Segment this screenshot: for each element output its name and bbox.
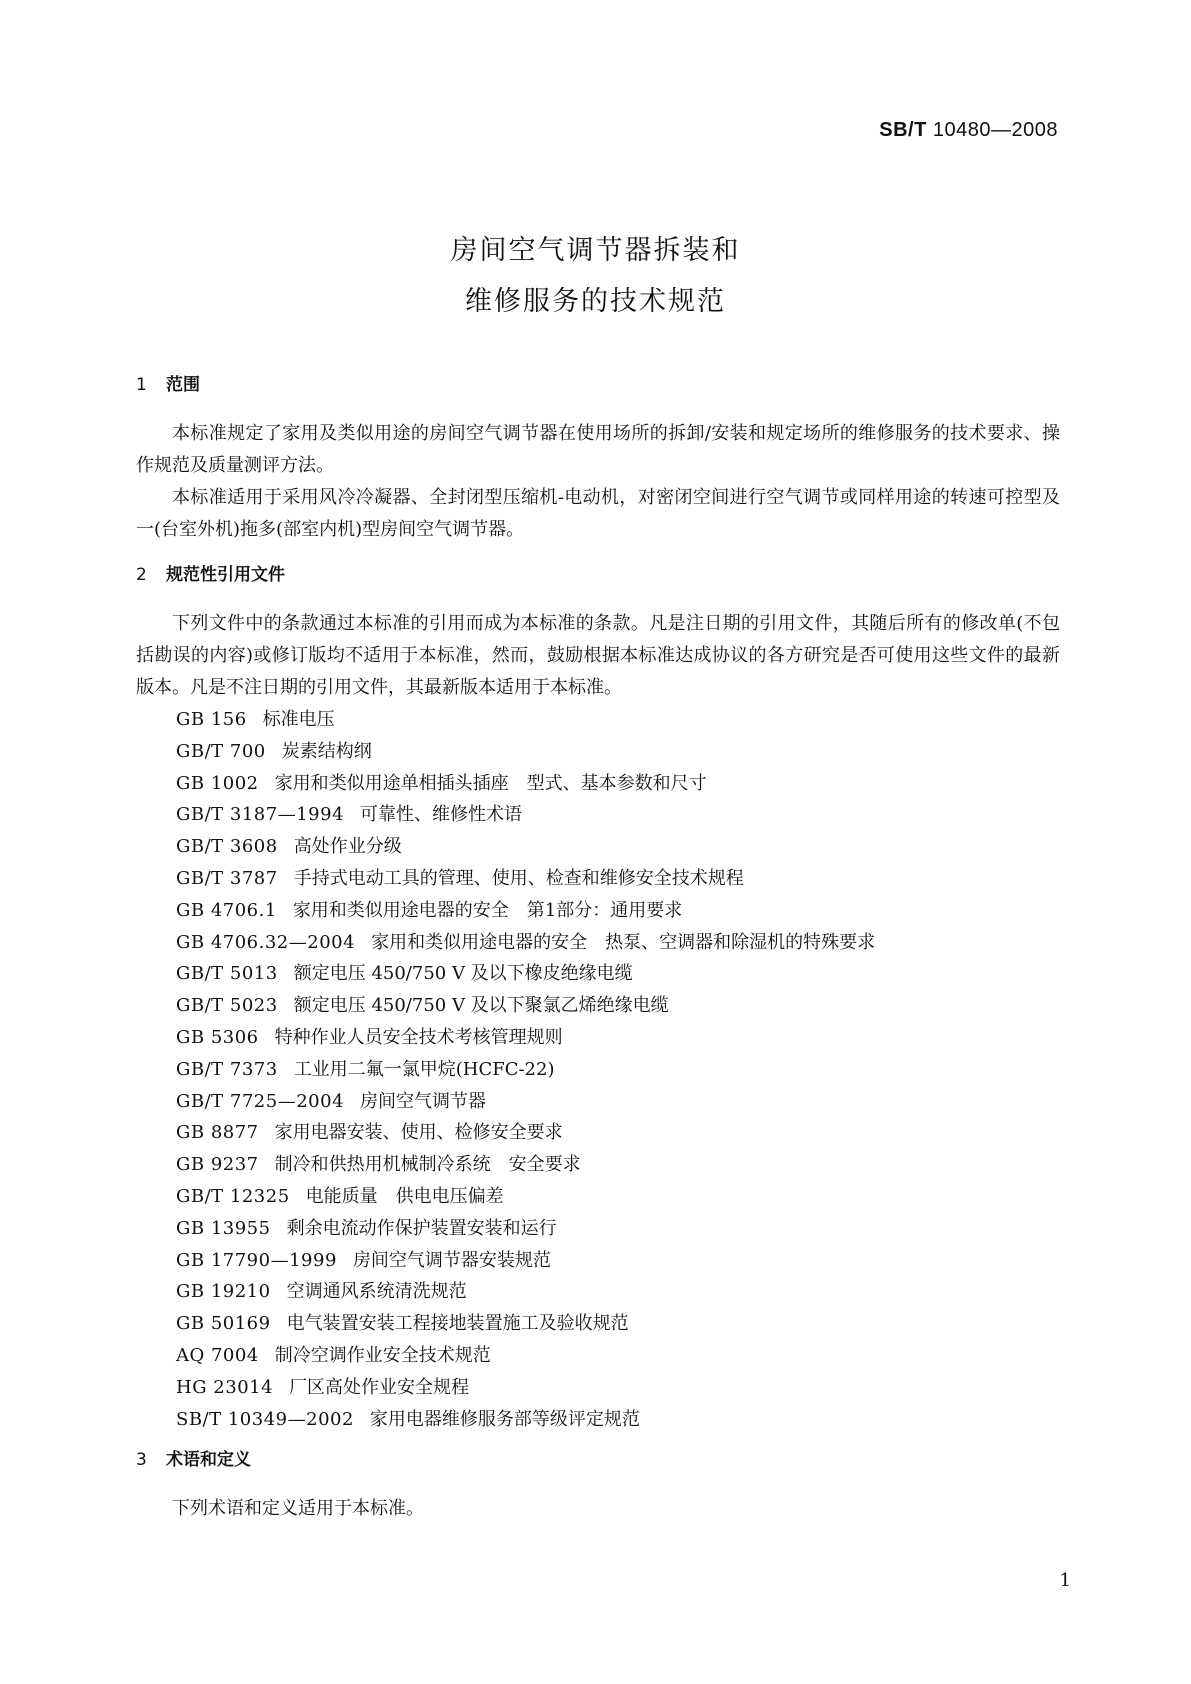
- section-number: 3: [136, 1450, 147, 1471]
- reference-item: [136, 927, 1060, 959]
- reference-code: GB 4706.1: [176, 899, 277, 921]
- reference-title: 可靠性、维修性术语: [360, 804, 523, 826]
- reference-item: [136, 1372, 1060, 1404]
- section-number: 2: [136, 565, 147, 585]
- reference-title: 高处作业分级: [293, 836, 402, 858]
- reference-title: 剩余电流动作保护装置安装和运行: [286, 1217, 557, 1239]
- reference-title: 家用电器安装、使用、检修安全要求: [274, 1122, 563, 1144]
- reference-code: GB/T 5013: [176, 963, 278, 985]
- reference-title: 标准电压: [262, 709, 335, 730]
- reference-item: [136, 1117, 1060, 1149]
- reference-title: 电能质量 供电电压偏差: [305, 1185, 504, 1207]
- section-heading-1: [136, 370, 1060, 400]
- reference-item: [136, 1340, 1060, 1372]
- reference-title: 空调通风系统清洗规范: [286, 1281, 467, 1303]
- reference-item: [136, 799, 1060, 831]
- reference-item: [136, 1086, 1060, 1118]
- reference-item: [136, 1022, 1060, 1054]
- reference-item: [136, 768, 1060, 800]
- reference-item: [136, 958, 1060, 990]
- reference-code: GB 17790—1999: [176, 1249, 337, 1271]
- reference-item: [136, 831, 1060, 863]
- reference-title: 电气装置安装工程接地装置施工及验收规范: [286, 1313, 629, 1335]
- reference-code: GB/T 7725—2004: [176, 1090, 345, 1112]
- reference-title: 特种作业人员安全技术考核管理规则: [274, 1026, 563, 1048]
- reference-item: [136, 1404, 1060, 1436]
- reference-title: 房间空气调节器: [360, 1090, 487, 1112]
- reference-code: GB 1002: [176, 772, 259, 794]
- standard-number: 10480—2008: [932, 119, 1058, 141]
- section-heading-3: [136, 1445, 1060, 1475]
- reference-code: GB 4706.32—2004: [176, 931, 356, 953]
- reference-list: [136, 704, 1060, 1435]
- reference-title: 家用和类似用途电器的安全 第1部分：通用要求: [292, 899, 683, 921]
- standard-prefix: SB/T: [879, 119, 927, 141]
- document-body: [136, 370, 1060, 1525]
- reference-code: SB/T 10349—2002: [176, 1408, 354, 1430]
- reference-code: GB 5306: [176, 1026, 259, 1048]
- reference-code: GB/T 12325: [176, 1185, 290, 1207]
- standard-code: [879, 119, 1058, 142]
- reference-item: [136, 863, 1060, 895]
- reference-title: 家用电器维修服务部等级评定规范: [369, 1408, 640, 1430]
- reference-item: [136, 1245, 1060, 1277]
- reference-title: 厂区高处作业安全规程: [289, 1376, 470, 1398]
- reference-title: 家用和类似用途单相插头插座 型式、基本参数和尺寸: [274, 772, 707, 794]
- reference-code: GB 13955: [176, 1217, 271, 1239]
- reference-code: GB/T 5023: [176, 995, 278, 1017]
- reference-code: GB 19210: [176, 1281, 271, 1303]
- reference-title: 制冷和供热用机械制冷系统 安全要求: [274, 1154, 581, 1176]
- reference-title: 家用和类似用途电器的安全 热泵、空调器和除湿机的特殊要求: [371, 931, 876, 953]
- reference-code: GB/T 3608: [176, 836, 278, 858]
- reference-title: 工业用二氟一氯甲烷(HCFC-22): [293, 1058, 555, 1080]
- section-title: 范围: [166, 375, 200, 395]
- section-number: 1: [136, 375, 147, 395]
- reference-item: [136, 895, 1060, 927]
- reference-item: [136, 1308, 1060, 1340]
- reference-title: 手持式电动工具的管理、使用、检查和维修安全技术规程: [293, 867, 744, 889]
- reference-code: AQ 7004: [176, 1344, 259, 1366]
- reference-item: [136, 1149, 1060, 1181]
- terms-intro-paragraph: 下列术语和定义适用于本标准。: [172, 1498, 424, 1520]
- reference-item: [136, 736, 1060, 768]
- document-title: [0, 225, 1191, 327]
- page-number: 1: [1059, 1570, 1071, 1591]
- references-intro-paragraph: 下列文件中的条款通过本标准的引用而成为本标准的条款。凡是注日期的引用文件，其随后所有的修改单(不包括勘误的内容)或修订版均不适用于本标准，然而，鼓励根据本标准达成协议的各方研究是否可使用这些文件的最新版本。凡是不注日期的引用文件，其最新版本适用于本标准。: [136, 613, 1060, 698]
- reference-code: GB 9237: [176, 1154, 259, 1176]
- reference-title: 炭素结构纲: [281, 740, 372, 762]
- scope-paragraph-2: 本标准适用于采用风冷冷凝器、全封闭型压缩机-电动机，对密闭空间进行空气调节或同样用途的转速可控型及一(台室外机)拖多(部室内机)型房间空气调节器。: [136, 487, 1060, 540]
- reference-title: 制冷空调作业安全技术规范: [274, 1344, 491, 1366]
- reference-title: 额定电压 450/750 V 及以下聚氯乙烯绝缘电缆: [293, 995, 669, 1017]
- reference-code: GB 8877: [176, 1122, 259, 1144]
- title-line-2: 维修服务的技术规范: [465, 286, 726, 317]
- reference-code: GB 50169: [176, 1313, 271, 1335]
- reference-item: [136, 704, 1060, 736]
- reference-code: GB/T 700: [176, 740, 266, 762]
- reference-code: GB/T 3187—1994: [176, 804, 345, 826]
- reference-item: [136, 1181, 1060, 1213]
- section-heading-2: [136, 560, 1060, 590]
- reference-item: [136, 1213, 1060, 1245]
- reference-item: [136, 1276, 1060, 1308]
- scope-paragraph-1: 本标准规定了家用及类似用途的房间空气调节器在使用场所的拆卸/安装和规定场所的维修服务的技术要求、操作规范及质量测评方法。: [136, 423, 1060, 476]
- reference-code: GB/T 7373: [176, 1058, 278, 1080]
- reference-title: 房间空气调节器安装规范: [352, 1249, 551, 1271]
- reference-code: GB/T 3787: [176, 867, 278, 889]
- reference-item: [136, 990, 1060, 1022]
- reference-item: [136, 1054, 1060, 1086]
- reference-title: 额定电压 450/750 V 及以下橡皮绝缘电缆: [293, 963, 633, 985]
- reference-code: HG 23014: [176, 1376, 274, 1398]
- reference-code: GB 156: [176, 709, 247, 730]
- title-line-1: 房间空气调节器拆装和: [450, 235, 741, 266]
- section-title: 规范性引用文件: [166, 565, 285, 585]
- section-title: 术语和定义: [166, 1450, 251, 1471]
